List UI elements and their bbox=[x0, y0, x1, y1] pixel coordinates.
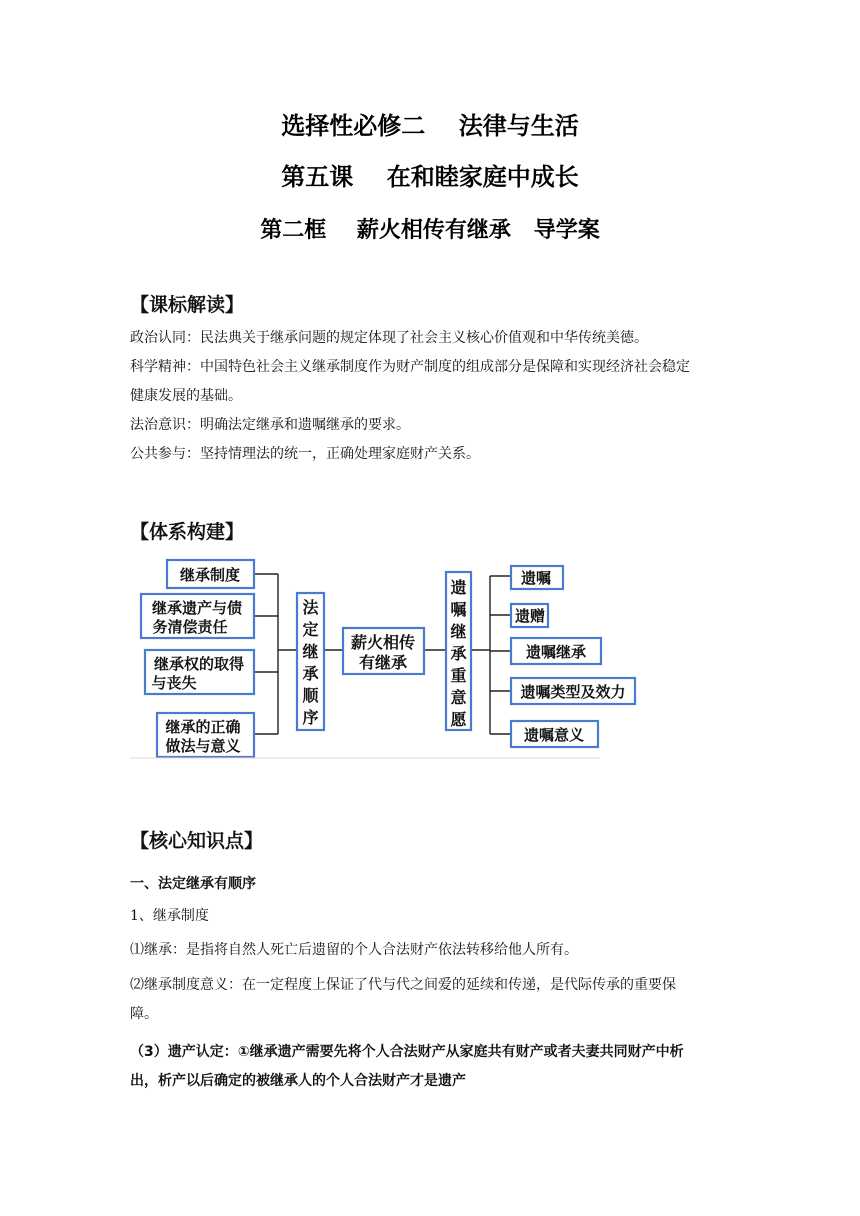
vertical-testamentary-char: 嘱 bbox=[450, 600, 467, 619]
vertical-testamentary-char: 遗 bbox=[450, 578, 467, 597]
vertical-statutory-char: 序 bbox=[302, 708, 319, 727]
center-line2: 有继承 bbox=[358, 653, 408, 672]
core-item-3 bbox=[130, 971, 734, 1029]
node-practice-line1: 继承的正确 bbox=[165, 718, 241, 736]
vertical-testamentary-char: 意 bbox=[450, 688, 467, 707]
core-item-4-line2: 出，析产以后确定的被继承人的个人合法财产才是遗产 bbox=[130, 1073, 466, 1089]
core-subheading: 一、法定继承有顺序 bbox=[130, 876, 256, 892]
core-item-1: 1、继承制度 bbox=[130, 908, 209, 924]
concept-map bbox=[0, 550, 860, 790]
core-item-2: ⑴继承：是指将自然人死亡后遗留的个人合法财产依法转移给他人所有。 bbox=[130, 942, 578, 958]
section-title: 第二框 薪火相传有继承 导学案 bbox=[260, 218, 600, 243]
standards-line: 公共参与：坚持情理法的统一，正确处理家庭财产关系。 bbox=[130, 446, 480, 462]
course-title: 选择性必修二 法律与生活 bbox=[281, 112, 579, 140]
standards-heading: 【课标解读】 bbox=[130, 294, 245, 316]
vertical-testamentary-char: 继 bbox=[450, 622, 467, 641]
vertical-testamentary-char: 愿 bbox=[450, 710, 467, 729]
node-debt-line2: 务清偿责任 bbox=[152, 618, 228, 636]
vertical-testamentary-char: 承 bbox=[450, 644, 467, 663]
core-item-4-line1: （3）遗产认定：①继承遗产需要先将个人合法财产从家庭共有财产或者夫妻共同财产中析 bbox=[130, 1044, 684, 1060]
node-debt-line1: 继承遗产与债 bbox=[151, 599, 243, 617]
vertical-testamentary-char: 重 bbox=[450, 666, 467, 685]
node-practice-line2: 做法与意义 bbox=[165, 737, 241, 755]
vertical-statutory-char: 顺 bbox=[302, 686, 319, 705]
standards-line: 健康发展的基础。 bbox=[130, 388, 242, 404]
standards-line: 政治认同：民法典关于继承问题的规定体现了社会主义核心价值观和中华传统美德。 bbox=[130, 330, 648, 346]
core-item-4 bbox=[130, 1038, 734, 1096]
node-testamentary: 遗嘱继承 bbox=[525, 643, 587, 661]
node-rights-line1: 继承权的取得 bbox=[153, 655, 245, 673]
vertical-testamentary bbox=[450, 578, 466, 729]
vertical-statutory-char: 定 bbox=[302, 620, 319, 639]
vertical-statutory-char: 继 bbox=[302, 642, 319, 661]
standards-line: 科学精神：中国特色社会主义继承制度作为财产制度的组成部分是保障和实现经济社会稳定 bbox=[130, 359, 690, 375]
lesson-title: 第五课 在和睦家庭中成长 bbox=[281, 163, 579, 191]
center-line1: 薪火相传 bbox=[350, 633, 416, 652]
node-inheritance-system: 继承制度 bbox=[179, 566, 241, 584]
node-rights-line2: 与丧失 bbox=[151, 674, 197, 692]
standards-line: 法治意识：明确法定继承和遗嘱继承的要求。 bbox=[130, 417, 410, 433]
core-heading: 【核心知识点】 bbox=[130, 830, 264, 852]
vertical-statutory-char: 承 bbox=[302, 664, 319, 683]
node-bequest: 遗赠 bbox=[514, 607, 546, 625]
vertical-statutory-char: 法 bbox=[302, 598, 319, 617]
system-heading: 【体系构建】 bbox=[130, 521, 245, 543]
node-will-types: 遗嘱类型及效力 bbox=[520, 683, 626, 701]
node-will: 遗嘱 bbox=[520, 569, 552, 587]
standards-body bbox=[130, 324, 734, 469]
core-item-3-line1: ⑵继承制度意义：在一定程度上保证了代与代之间爱的延续和传递，是代际传承的重要保 bbox=[130, 977, 676, 993]
core-item-3-line2: 障。 bbox=[130, 1006, 158, 1022]
node-will-meaning: 遗嘱意义 bbox=[523, 726, 585, 744]
